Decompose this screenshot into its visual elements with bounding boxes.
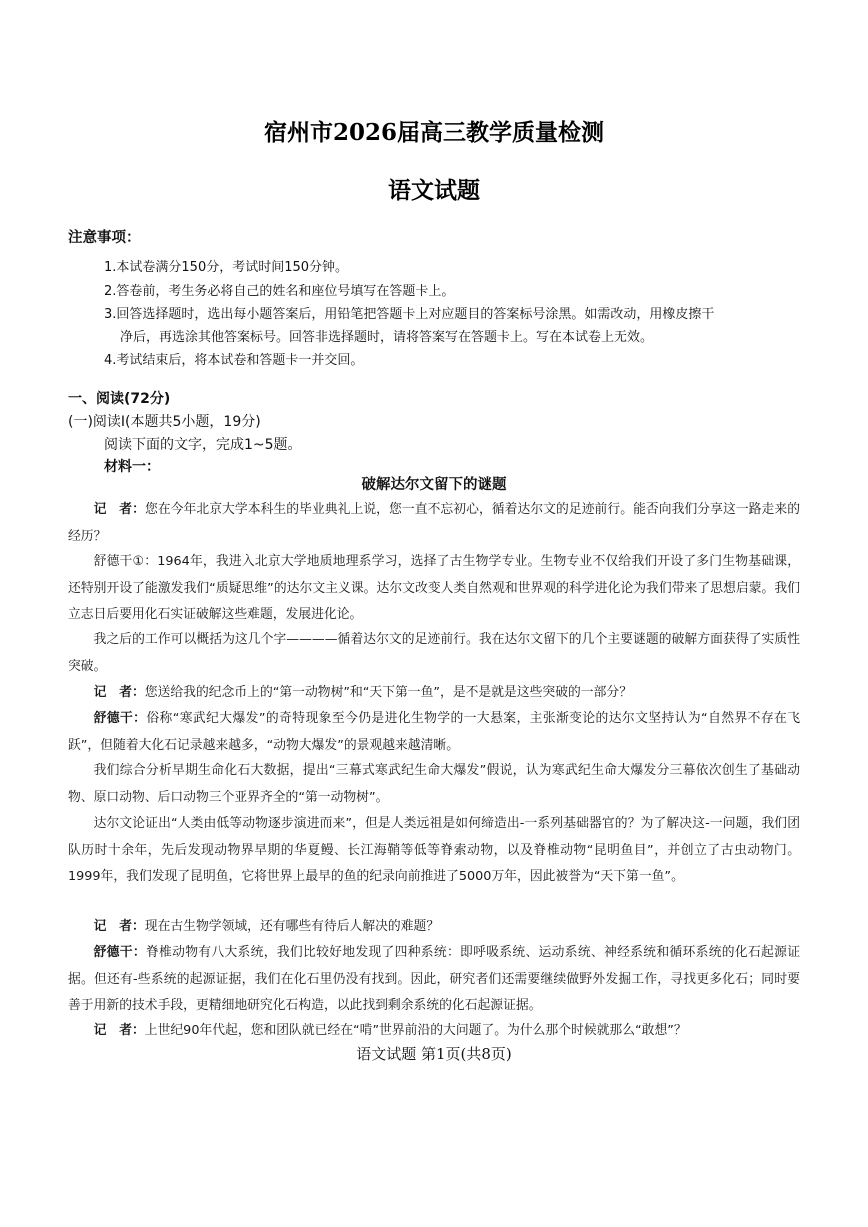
paragraph-text: 您送给我的纪念币上的“第一动物树”和“天下第一鱼”，是不是就是这些突破的一部分？ — [144, 685, 632, 700]
notice-item: 净后，再选涂其他答案标号。回答非选择题时，请将答案写在答题卡上。写在本试卷上无效。 — [120, 330, 654, 345]
notice-item: 1.本试卷满分150分，考试时间150分钟。 — [104, 260, 349, 275]
reading-instruction: 阅读下面的文字，完成1~5题。 — [104, 437, 302, 453]
article-paragraph — [68, 549, 800, 629]
article-paragraph — [68, 1018, 800, 1045]
section-heading: 一、阅读(72分) — [68, 391, 171, 407]
article-paragraph — [68, 811, 800, 891]
article-paragraph — [68, 627, 800, 680]
article-paragraph — [68, 758, 800, 811]
exam-subtitle: 语文试题 — [388, 177, 480, 204]
notice-heading: 注意事项： — [68, 230, 141, 246]
paragraph-text: 现在古生物学领域，还有哪些有待后人解决的难题？ — [144, 919, 440, 934]
article-paragraph — [68, 706, 800, 759]
subsection-heading: (一)阅读Ⅰ(本题共5小题，19分) — [68, 414, 261, 430]
paragraph-speaker: 记 者： — [93, 919, 145, 934]
paragraph-text: 我之后的工作可以概括为这几个字————循着达尔文的足迹前行。我在达尔文留下的几个主要谜题的破解方面获得了实质性突破。 — [68, 632, 800, 674]
paragraph-speaker: 记 者： — [93, 685, 145, 700]
material-label: 材料一： — [104, 459, 160, 475]
paragraph-text: 脊椎动物有八大系统，我们比较好地发现了四种系统：即呼吸系统、运动系统、神经系统和循环系统的化石起源证据。但还有-些系统的起源证据，我们在化石里仍没有找到。因此，研究者们还需要继续做野外发掘工作，寻找更多化石；同时要善于用新的技术手段，更精细地研究化石构造，以此找到剩余系统的化石起源证据。 — [68, 945, 801, 1013]
notice-item: 3.回答选择题时，选出每小题答案后，用铅笔把答题卡上对应题目的答案标号涂黑。如需改动，用橡皮擦干 — [104, 307, 715, 322]
article-paragraph — [68, 940, 800, 1020]
article-paragraph — [68, 914, 800, 941]
paragraph-text: 您在今年北京大学本科生的毕业典礼上说，您一直不忘初心，循着达尔文的足迹前行。能否向我们分享这一路走来的经历？ — [68, 502, 801, 544]
paragraph-speaker: 舒德干： — [93, 711, 147, 726]
paragraph-text: 我们综合分析早期生命化石大数据，提出“三幕式寒武纪生命大爆发”假说，认为寒武纪生命大爆发分三幕依次创生了基础动物、原口动物、后口动物三个亚界齐全的“第一动物树”。 — [68, 763, 800, 805]
paragraph-text: 舒德干①：1964年，我进入北京大学地质地理系学习，选择了古生物学专业。生物专业不仅给我们开设了多门生物基础课，还特别开设了能激发我们“质疑思维”的达尔文主义课。达尔文改变人类自然观和世界观的科学进化论为我们带来了思想启蒙。我们立志日后要用化石实证破解这些难题，发展进化论。 — [68, 554, 800, 622]
article-paragraph — [68, 680, 800, 707]
paragraph-speaker: 舒德干： — [93, 945, 146, 960]
notice-item: 4.考试结束后，将本试卷和答题卡一并交回。 — [104, 353, 364, 368]
article-paragraph — [68, 497, 800, 550]
paragraph-text: 上世纪90年代起，您和团队就已经在“啃”世界前沿的大问题了。为什么那个时候就那么“敢想”？ — [144, 1023, 687, 1038]
paragraph-speaker: 记 者： — [93, 1023, 145, 1038]
paragraph-text: 俗称“寒武纪大爆发”的奇特现象至今仍是进化生物学的一大悬案，主张渐变论的达尔文坚持认为“自然界不存在飞跃”，但随着大化石记录越来越多，“动物大爆发”的景观越来越清晰。 — [68, 711, 800, 753]
notice-item: 2.答卷前，考生务必将自己的姓名和座位号填写在答题卡上。 — [104, 284, 455, 299]
page-footer: 语文试题 第1页(共8页) — [356, 1045, 512, 1063]
paragraph-speaker: 记 者： — [93, 502, 145, 517]
exam-title: 宿州市2026届高三教学质量检测 — [263, 119, 604, 146]
article-title: 破解达尔文留下的谜题 — [361, 477, 507, 493]
paragraph-text: 达尔文论证出“人类由低等动物逐步演进而来”，但是人类远祖是如何缔造出-一系列基础器官的？为了解决这-一问题，我们团队历时十余年，先后发现动物界早期的华夏鳗、长江海鞘等低等脊索动物，以及脊椎动物“昆明鱼目”，并创立了古虫动物门。1999年，我们发现了昆明鱼，它将世界上最早的鱼的纪录向前推进了5000万年，因此被誉为“天下第一鱼”。 — [68, 816, 800, 884]
